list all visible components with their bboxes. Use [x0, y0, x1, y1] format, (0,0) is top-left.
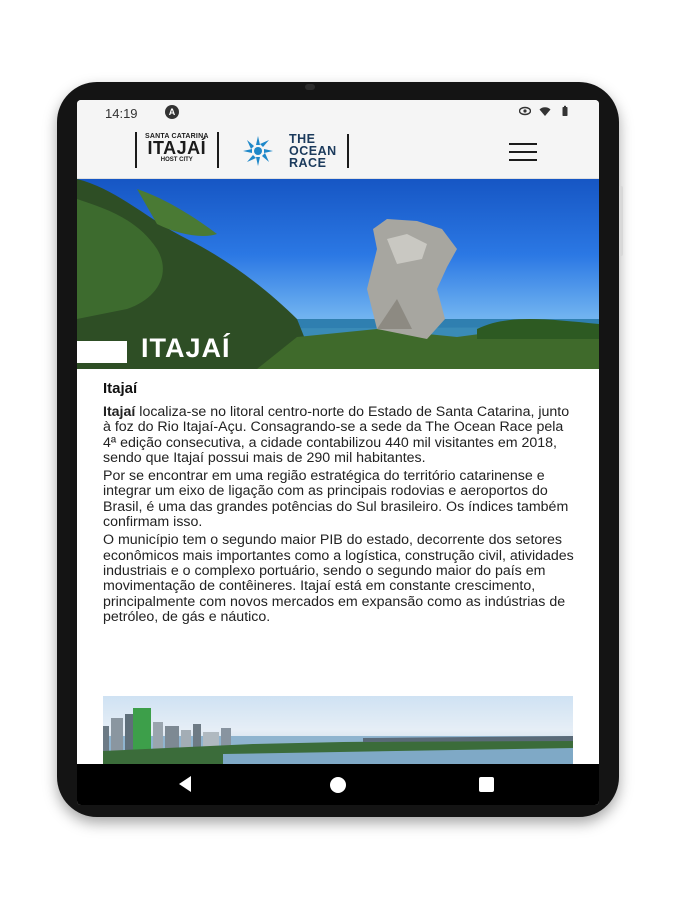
article-city-bold: Itajaí — [103, 404, 136, 420]
ocean-race-mark-icon — [235, 134, 281, 168]
article-paragraph-2: Por se encontrar em uma região estratégica do território catarinense e integrar um eixo de ligação com as principais rodovias e aeroportos do Brasil, é uma das grandes potências do Sul brasileiro. Os índices também confirmam isso. — [103, 468, 569, 531]
hero-title: ITAJAÍ — [141, 333, 231, 363]
article-content — [103, 380, 575, 628]
home-icon[interactable] — [330, 777, 346, 793]
hero-banner — [77, 179, 599, 369]
back-icon[interactable] — [179, 776, 191, 792]
article-paragraph-3: O município tem o segundo maior PIB do estado, decorrente dos setores econômicos mais importantes como a logística, construção civil, atividades industriais e o complexo portuário, sendo o segundo maior do país em movimentação de contêineres. Itajaí está em constante crescimento, principalmente com novos mercados em expansão como as indústrias de petróleo, de gás e náutico. — [103, 532, 574, 625]
article-paragraph-1 — [103, 405, 575, 466]
logo-city-text: ITAJAÍ — [147, 138, 207, 158]
app-screen — [77, 100, 599, 805]
recents-icon[interactable] — [479, 777, 494, 792]
ocean-race-logo[interactable] — [235, 134, 349, 168]
status-icons — [519, 105, 571, 117]
eye-icon — [519, 105, 531, 117]
front-camera — [305, 84, 315, 90]
itajai-host-city-logo[interactable] — [135, 132, 219, 168]
ocean-text-line1: THE — [289, 132, 316, 146]
wifi-icon — [539, 105, 551, 117]
status-time: 14:19 — [105, 106, 138, 121]
battery-icon — [559, 105, 571, 117]
ocean-text-line2: OCEAN — [289, 144, 337, 158]
power-button — [619, 186, 623, 256]
city-skyline-photo — [103, 696, 573, 764]
status-bar — [77, 100, 599, 126]
app-header — [77, 126, 599, 179]
ocean-race-text — [289, 133, 337, 169]
skyline-image — [103, 696, 573, 764]
a-notification-icon: A — [165, 105, 179, 119]
article-heading: Itajaí — [103, 380, 138, 397]
article-paragraph-1-text: localiza-se no litoral centro-norte do Estado de Santa Catarina, junto à foz do Rio Itajaí-Açu. Consagrando-se a sede da The Ocean Race pela 4ª edição consecutiva, a cidade contabilizou 440 mil visitantes em 2018, sendo que Itajaí possui mais de 290 mil habitantes. — [103, 404, 570, 466]
logo-host-text: HOST CITY — [160, 157, 193, 163]
ocean-text-line3: RACE — [289, 156, 327, 170]
logo-state-text: SANTA CATARINA — [145, 133, 209, 140]
hamburger-menu-icon[interactable] — [509, 143, 537, 161]
android-nav-bar — [77, 764, 599, 805]
hero-title-bar — [77, 341, 127, 363]
